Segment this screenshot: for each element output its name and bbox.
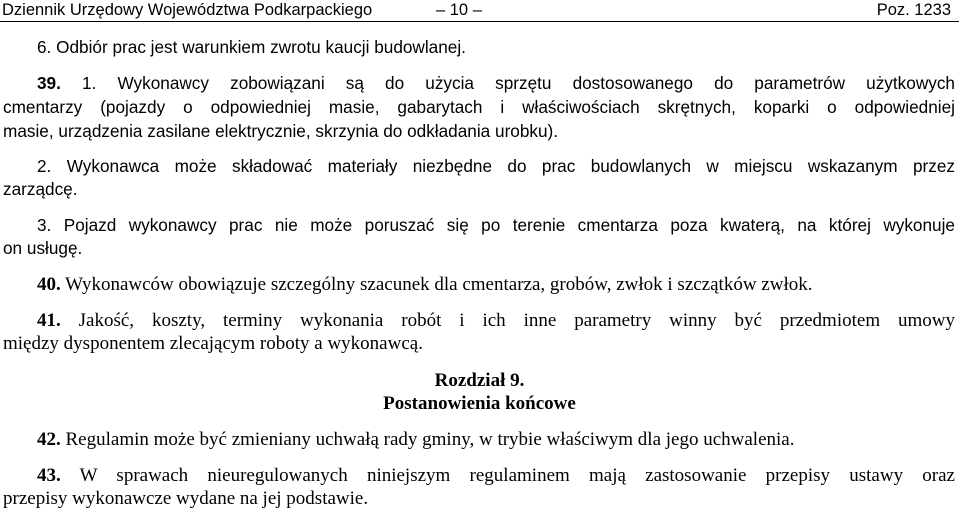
chapter-number: Rozdział 9. xyxy=(434,370,525,391)
page-number: – 10 – xyxy=(436,1,482,19)
section-39-number: 39. xyxy=(37,73,61,93)
section-42-number: 42. xyxy=(37,429,61,450)
section-39-point-2-line-2: zarządcę. xyxy=(3,179,78,199)
position-number: Poz. 1233 xyxy=(876,1,951,19)
section-40-text: Wykonawców obowiązuje szczególny szacunek dla cmentarza, grobów, zwłok i szczątków zwłok. xyxy=(65,274,813,295)
section-39-line-1 xyxy=(37,72,955,95)
section-39-line-3: masie, urządzenia zasilane elektrycznie, skrzynia do odkładania urobku). xyxy=(3,121,559,141)
section-41-line-1 xyxy=(37,309,955,332)
chapter-title: Postanowienia końcowe xyxy=(383,393,576,414)
section-41-number: 41. xyxy=(37,310,61,331)
section-43-text-1: W sprawach nieuregulowanych niniejszym regulaminem mają zastosowanie przepisy ustawy oraz xyxy=(79,465,955,486)
section-39-point-3-line-1: 3. Pojazd wykonawcy prac nie może poruszać się po terenie cmentarza poza kwaterą, na której wykonuje xyxy=(37,215,955,235)
section-40-number: 40. xyxy=(37,274,61,295)
section-43-number: 43. xyxy=(37,465,61,486)
header-divider xyxy=(0,21,959,22)
section-43-line-1 xyxy=(37,464,955,487)
section-42 xyxy=(37,428,955,451)
section-40 xyxy=(37,273,955,296)
section-41-line-2: między dysponentem zlecającym roboty a wykonawcą. xyxy=(3,333,423,354)
section-43-line-2: przepisy wykonawcze wydane na jej podstawie. xyxy=(3,488,369,509)
section-41-text-1: Jakość, koszty, terminy wykonania robót i ich inne parametry winny być przedmiotem umowy xyxy=(78,310,956,331)
section-42-text: Regulamin może być zmieniany uchwałą rady gminy, w trybie właściwym dla jego uchwalenia. xyxy=(65,429,795,450)
section-39-point-2-line-1: 2. Wykonawca może składować materiały niezbędne do prac budowlanych w miejscu wskazanym przez xyxy=(37,156,955,176)
journal-title: Dziennik Urzędowy Województwa Podkarpackiego xyxy=(2,1,373,19)
section-39-text-1: 1. Wykonawcy zobowiązani są do użycia sprzętu dostosowanego do parametrów użytkowych xyxy=(82,73,955,93)
section-39-point-3-line-2: on usługę. xyxy=(3,238,83,258)
paragraph-6: 6. Odbiór prac jest warunkiem zwrotu kaucji budowlanej. xyxy=(37,37,466,57)
section-39-line-2: cmentarzy (pojazdy o odpowiedniej masie, gabarytach i właściwościach skrętnych, koparki o odpowiedniej xyxy=(3,97,955,117)
page-header xyxy=(0,0,959,22)
